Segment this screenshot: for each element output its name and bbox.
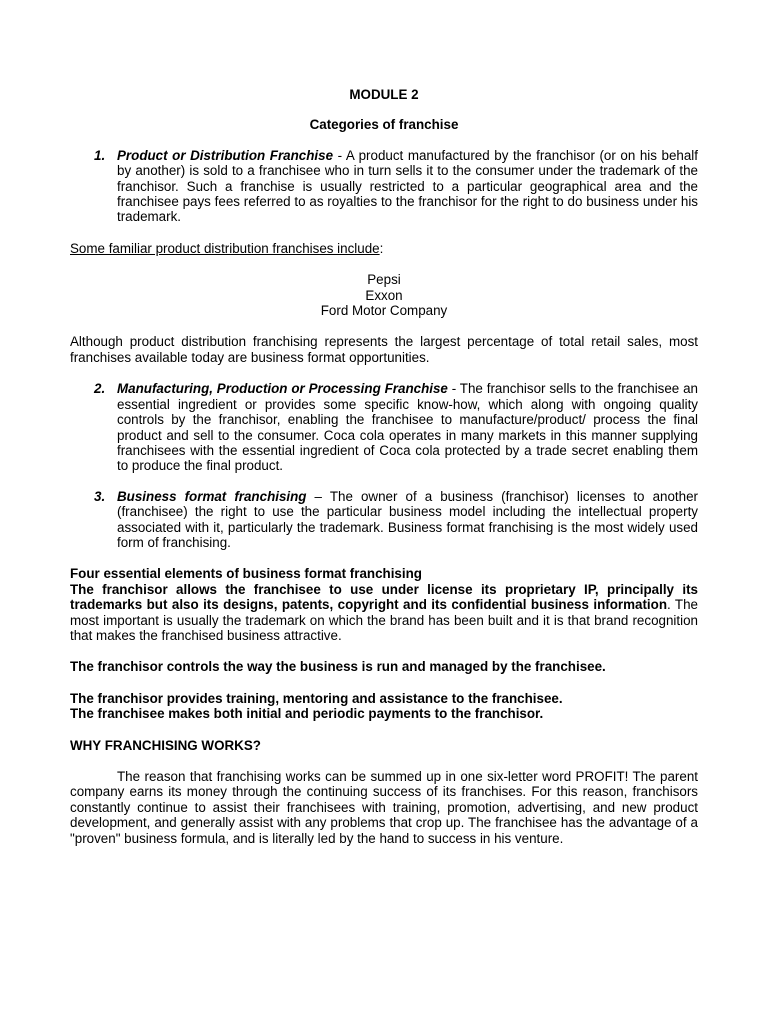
item-term: Manufacturing, Production or Processing Franchise — [117, 381, 448, 397]
item-term: Product or Distribution Franchise — [117, 147, 334, 163]
list-item — [70, 381, 698, 473]
item-text: A product manufactured by the franchisor (or on his behalf by another) is sold to a franchisee who in turn sells it to the consumer under the trademark of the franchisor. Such a franchise is usually restricted to a particular geographical area and the franchisee pays fees referred to as royalties to the franchisor for the right to do business under his trademark. — [117, 147, 698, 225]
list-item — [70, 489, 698, 551]
item-number: 1. — [94, 147, 106, 163]
document-page — [70, 87, 698, 846]
element-first-rest: . The most important is usually the trademark on which the brand has been built and it is that brand recognition that makes the franchised business attractive. — [70, 597, 698, 643]
element-paragraph-3: The franchisor provides training, mentoring and assistance to the franchisee. — [70, 690, 563, 706]
example-item: Pepsi — [367, 272, 401, 288]
element-paragraph-2: The franchisor controls the way the business is run and managed by the franchisee. — [70, 659, 606, 675]
example-item: Ford Motor Company — [320, 303, 448, 319]
element-first-bold: The franchisor allows the franchisee to use under license its proprietary IP, principally its trademarks but also its designs, patents, copyright and its confidential business information — [70, 581, 698, 613]
item-number: 3. — [94, 488, 106, 504]
item-separator: – — [306, 488, 330, 504]
elements-heading: Four essential elements of business format franchising — [70, 566, 422, 582]
item-separator: - — [447, 381, 460, 397]
list-item — [70, 148, 698, 225]
element-paragraph-4: The franchisee makes both initial and periodic payments to the franchisor. — [70, 706, 544, 722]
franchise-category-list-continued — [70, 381, 698, 550]
why-paragraph: The reason that franchising works can be summed up in one six-letter word PROFIT! The parent company earns its money through the continuing success of its franchises. For this reason, franchisors constantly continue to assist their franchisees with training, promotion, advertising, and new product development, and generally assist with any problems that crop up. The franchisee has the advantage of a "proven" business formula, and is literally led by the hand to success in his venture. — [70, 769, 698, 846]
element-paragraph-1 — [70, 582, 698, 644]
examples-colon: : — [379, 240, 384, 256]
franchise-category-list — [70, 148, 698, 225]
section-title: Categories of franchise — [309, 117, 459, 133]
item-separator: - — [333, 147, 346, 163]
item-text: The owner of a business (franchisor) licenses to another (franchisee) the right to use the particular business model including the intellectual property associated with it, particularly the trademark. Business format franchising is the most widely used form of franchising. — [117, 488, 698, 550]
item-term: Business format franchising — [117, 488, 307, 504]
examples-intro-line — [70, 241, 698, 256]
examples-intro: Some familiar product distribution franchises include — [70, 240, 380, 256]
example-item: Exxon — [365, 287, 403, 303]
module-title: MODULE 2 — [349, 87, 419, 102]
why-heading: WHY FRANCHISING WORKS? — [70, 737, 261, 753]
retail-paragraph: Although product distribution franchising represents the largest percentage of total retail sales, most franchises available today are business format opportunities. — [70, 334, 698, 365]
item-number: 2. — [94, 381, 106, 397]
item-text: The franchisor sells to the franchisee an essential ingredient or provides some specific know-how, which along with ongoing quality controls by the franchisor, enabling the franchisee to manufacture/product/ process the final product and sell to the consumer. Coca cola operates in many markets in this manner supplying franchisees with the essential ingredient of Coca cola protected by a trade secret enabling them to produce the final product. — [117, 381, 698, 474]
examples-list — [70, 272, 698, 318]
